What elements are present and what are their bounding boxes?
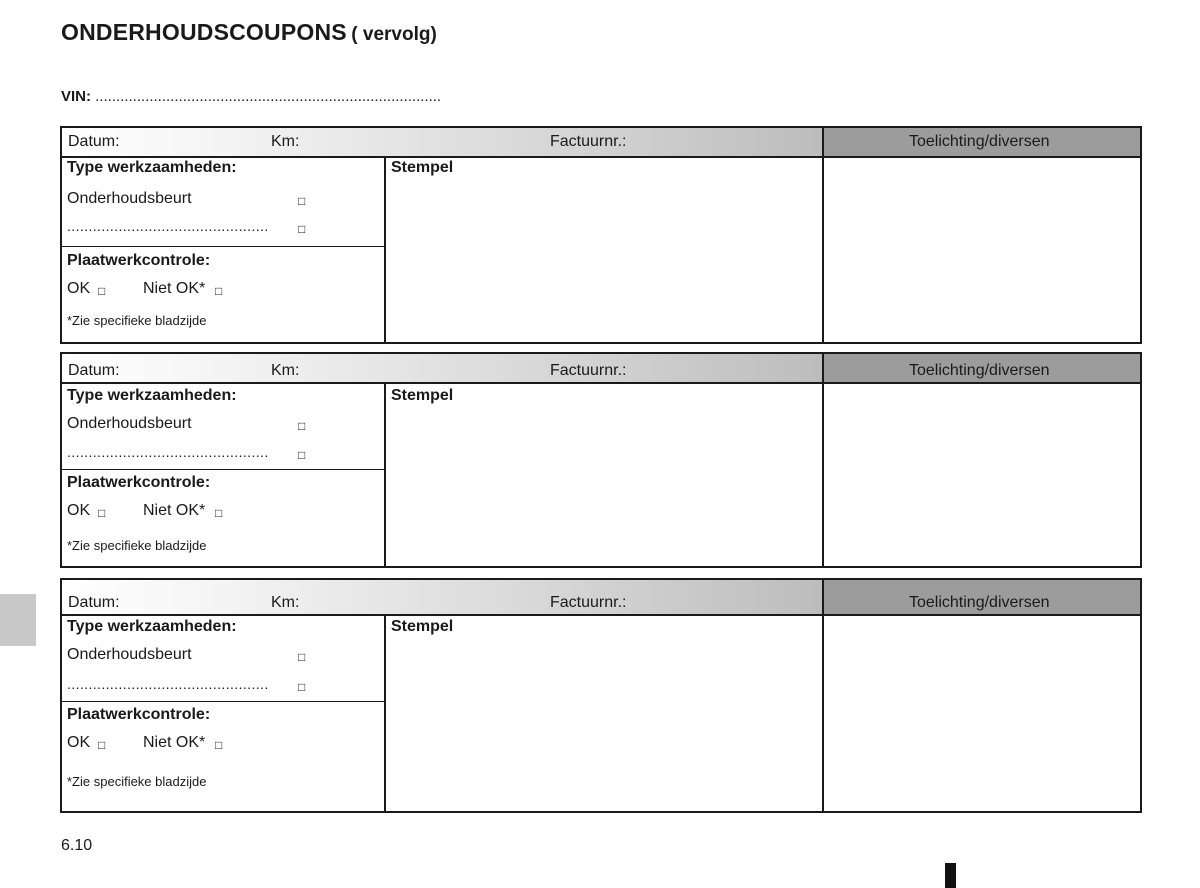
other-checkbox[interactable]: □ bbox=[298, 448, 306, 462]
onderhoud-checkbox[interactable]: □ bbox=[298, 194, 306, 208]
niet-ok-label: Niet OK* bbox=[143, 502, 206, 519]
datum-label: Datum: bbox=[68, 594, 120, 611]
ok-checkbox[interactable]: □ bbox=[98, 738, 106, 752]
type-label: Type werkzaamheden: bbox=[67, 387, 237, 404]
stempel-column bbox=[384, 156, 822, 342]
plaatwerk-label: Plaatwerkcontrole: bbox=[67, 706, 211, 723]
vin-label: VIN: bbox=[61, 88, 91, 105]
toelichting-header bbox=[822, 580, 1140, 614]
stempel-label: Stempel bbox=[391, 618, 454, 635]
datum-label: Datum: bbox=[68, 362, 120, 379]
factuur-label: Factuurnr.: bbox=[550, 362, 627, 379]
stempel-column bbox=[384, 614, 822, 811]
plaatwerk-label: Plaatwerkcontrole: bbox=[67, 474, 211, 491]
toelichting-header bbox=[822, 128, 1140, 156]
stempel-column bbox=[384, 382, 822, 566]
ok-checkbox[interactable]: □ bbox=[98, 506, 106, 520]
niet-ok-checkbox[interactable]: □ bbox=[215, 506, 223, 520]
toelichting-label: Toelichting/diversen bbox=[909, 362, 1050, 379]
divider bbox=[62, 246, 384, 247]
title-suffix: ( vervolg) bbox=[351, 24, 437, 45]
onderhoud-checkbox[interactable]: □ bbox=[298, 650, 306, 664]
toelichting-column bbox=[822, 614, 1140, 811]
niet-ok-checkbox[interactable]: □ bbox=[215, 284, 223, 298]
ok-label: OK bbox=[67, 502, 91, 519]
type-label: Type werkzaamheden: bbox=[67, 159, 237, 176]
ok-checkbox[interactable]: □ bbox=[98, 284, 106, 298]
type-label: Type werkzaamheden: bbox=[67, 618, 237, 635]
divider bbox=[62, 701, 384, 702]
plaatwerk-label: Plaatwerkcontrole: bbox=[67, 252, 211, 269]
onderhoud-label: Onderhoudsbeurt bbox=[67, 646, 192, 663]
divider bbox=[62, 469, 384, 470]
km-label: Km: bbox=[271, 133, 300, 150]
footnote: *Zie specifieke bladzijde bbox=[67, 313, 207, 328]
other-checkbox[interactable]: □ bbox=[298, 222, 306, 236]
dots-line: ............................................... bbox=[67, 444, 269, 460]
ok-label: OK bbox=[67, 280, 91, 297]
footnote: *Zie specifieke bladzijde bbox=[67, 538, 207, 553]
coupon-3 bbox=[60, 578, 1142, 813]
work-column bbox=[62, 156, 384, 342]
toelichting-label: Toelichting/diversen bbox=[909, 594, 1050, 611]
toelichting-label: Toelichting/diversen bbox=[909, 133, 1050, 150]
toelichting-column bbox=[822, 156, 1140, 342]
ok-label: OK bbox=[67, 734, 91, 751]
chapter-tab bbox=[0, 594, 36, 646]
coupon-header bbox=[62, 128, 1140, 158]
niet-ok-label: Niet OK* bbox=[143, 280, 206, 297]
work-column bbox=[62, 382, 384, 566]
dots-line: ............................................... bbox=[67, 218, 269, 234]
page-number: 6.10 bbox=[61, 837, 93, 854]
coupon-2 bbox=[60, 352, 1142, 568]
coupon-1 bbox=[60, 126, 1142, 344]
vin-dots: ................................................................................... bbox=[95, 88, 442, 105]
page-title bbox=[61, 19, 437, 46]
toelichting-header bbox=[822, 354, 1140, 382]
onderhoud-checkbox[interactable]: □ bbox=[298, 419, 306, 433]
toelichting-column bbox=[822, 382, 1140, 566]
datum-label: Datum: bbox=[68, 133, 120, 150]
stempel-label: Stempel bbox=[391, 387, 454, 404]
coupon-header bbox=[62, 354, 1140, 384]
factuur-label: Factuurnr.: bbox=[550, 594, 627, 611]
coupon-header bbox=[62, 580, 1140, 616]
footnote: *Zie specifieke bladzijde bbox=[67, 774, 207, 789]
km-label: Km: bbox=[271, 362, 300, 379]
factuur-label: Factuurnr.: bbox=[550, 133, 627, 150]
vin-line bbox=[61, 88, 441, 105]
other-checkbox[interactable]: □ bbox=[298, 680, 306, 694]
work-column bbox=[62, 614, 384, 811]
niet-ok-label: Niet OK* bbox=[143, 734, 206, 751]
stempel-label: Stempel bbox=[391, 159, 454, 176]
title-main: ONDERHOUDSCOUPONS bbox=[61, 19, 347, 45]
dots-line: ............................................... bbox=[67, 676, 269, 692]
onderhoud-label: Onderhoudsbeurt bbox=[67, 190, 192, 207]
onderhoud-label: Onderhoudsbeurt bbox=[67, 415, 192, 432]
corner-mark bbox=[945, 863, 956, 888]
niet-ok-checkbox[interactable]: □ bbox=[215, 738, 223, 752]
km-label: Km: bbox=[271, 594, 300, 611]
